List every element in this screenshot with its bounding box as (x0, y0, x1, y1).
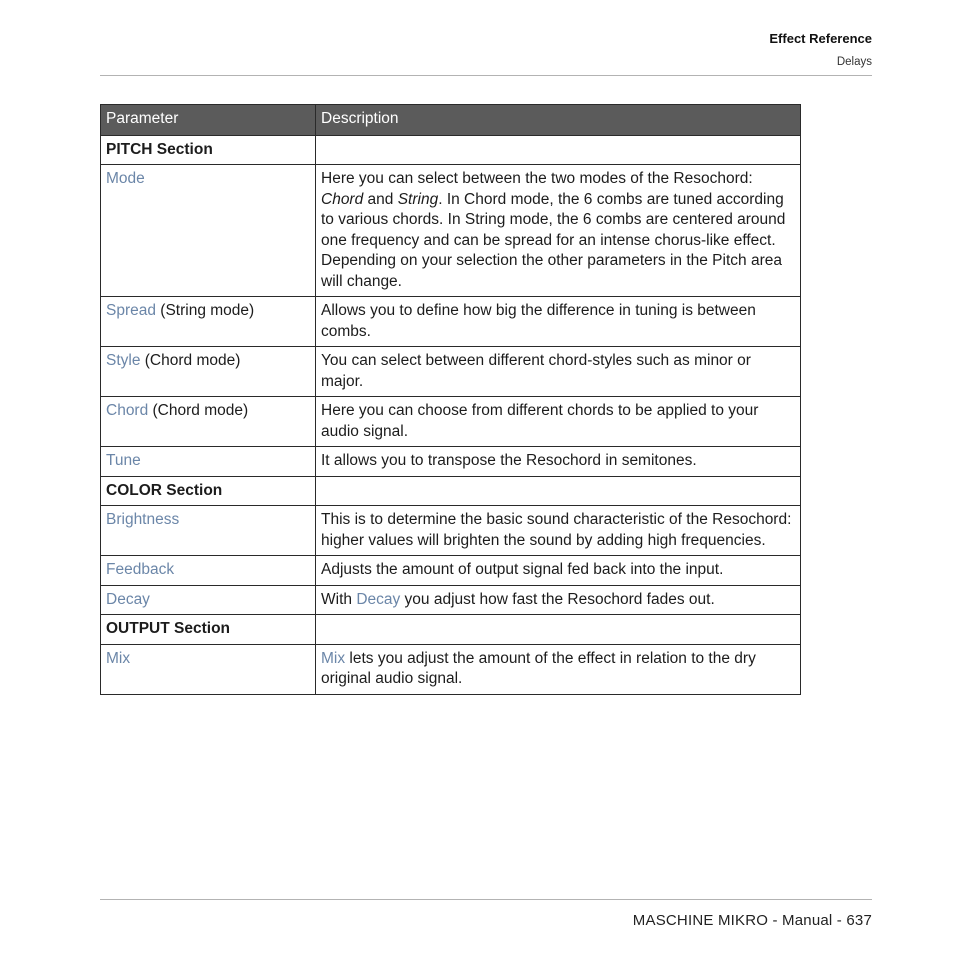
parameter-cell (101, 165, 316, 297)
parameter-link-style[interactable]: Style (106, 352, 141, 369)
section-title: OUTPUT Section (101, 615, 316, 645)
table-row (101, 506, 801, 556)
empty-cell (316, 615, 801, 645)
table-row (101, 585, 801, 615)
running-header-subtitle: Delays (836, 56, 872, 68)
description-cell: Allows you to define how big the difference in tuning is between combs. (316, 297, 801, 347)
column-header-description: Description (316, 105, 801, 136)
parameter-qualifier: (String mode) (155, 302, 255, 319)
description-emphasis: String (397, 190, 439, 208)
empty-cell (316, 135, 801, 165)
parameter-cell (101, 447, 316, 477)
parameter-link-mode[interactable]: Mode (106, 170, 145, 187)
parameter-cell (101, 506, 316, 556)
section-row-color (101, 476, 801, 506)
description-cell: This is to determine the basic sound characteristic of the Resochord: higher values will brighten the sound by adding high frequencies. (316, 506, 801, 556)
table-header-row (101, 105, 801, 136)
column-header-parameter: Parameter (101, 105, 316, 136)
description-text: Here you can select between the two modes of the Resochord: (321, 170, 753, 187)
parameter-cell (101, 297, 316, 347)
footer-rule (100, 899, 872, 900)
section-title: PITCH Section (101, 135, 316, 165)
table-row (101, 447, 801, 477)
description-cell (316, 644, 801, 694)
page-footer: MASCHINE MIKRO - Manual - 637 (632, 912, 872, 929)
section-row-output (101, 615, 801, 645)
table-row (101, 297, 801, 347)
parameter-link-brightness[interactable]: Brightness (106, 511, 180, 528)
inline-link-decay[interactable]: Decay (356, 590, 401, 608)
parameter-cell (101, 644, 316, 694)
section-title: COLOR Section (101, 476, 316, 506)
parameter-table (100, 104, 801, 695)
table-row (101, 644, 801, 694)
description-text: lets you adjust the amount of the effect in relation to the dry original audio signal. (321, 649, 756, 687)
description-emphasis: Chord (321, 190, 364, 208)
header-rule (100, 75, 872, 76)
description-text: With (321, 590, 357, 608)
parameter-cell (101, 347, 316, 397)
parameter-link-spread[interactable]: Spread (106, 302, 156, 319)
description-cell (316, 165, 801, 297)
description-cell: Adjusts the amount of output signal fed back into the input. (316, 556, 801, 586)
description-cell: You can select between different chord-styles such as minor or major. (316, 347, 801, 397)
section-row-pitch (101, 135, 801, 165)
parameter-cell (101, 585, 316, 615)
parameter-cell (101, 556, 316, 586)
parameter-qualifier: (Chord mode) (140, 352, 241, 369)
parameter-link-tune[interactable]: Tune (106, 452, 141, 469)
table-row (101, 556, 801, 586)
table-row (101, 347, 801, 397)
description-cell (316, 585, 801, 615)
description-cell: It allows you to transpose the Resochord in semitones. (316, 447, 801, 477)
parameter-link-mix[interactable]: Mix (106, 649, 131, 667)
description-text: and (363, 190, 398, 208)
parameter-link-decay[interactable]: Decay (106, 590, 150, 608)
parameter-cell (101, 397, 316, 447)
inline-link-mix[interactable]: Mix (321, 649, 346, 667)
running-header-title: Effect Reference (769, 31, 872, 46)
parameter-link-feedback[interactable]: Feedback (106, 561, 175, 578)
parameter-qualifier: (Chord mode) (148, 402, 249, 419)
empty-cell (316, 476, 801, 506)
description-text: you adjust how fast the Resochord fades out. (400, 590, 715, 608)
table-row (101, 165, 801, 297)
parameter-link-chord[interactable]: Chord (106, 402, 149, 419)
description-text: . In Chord mode, the 6 combs are tuned according to various chords. In String mode, the 6 combs are centered around one frequency and can be spread for an intense chorus-like effect. Depending on your selection the other parameters in the Pitch area will change. (321, 190, 786, 290)
description-cell: Here you can choose from different chords to be applied to your audio signal. (316, 397, 801, 447)
table-row (101, 397, 801, 447)
